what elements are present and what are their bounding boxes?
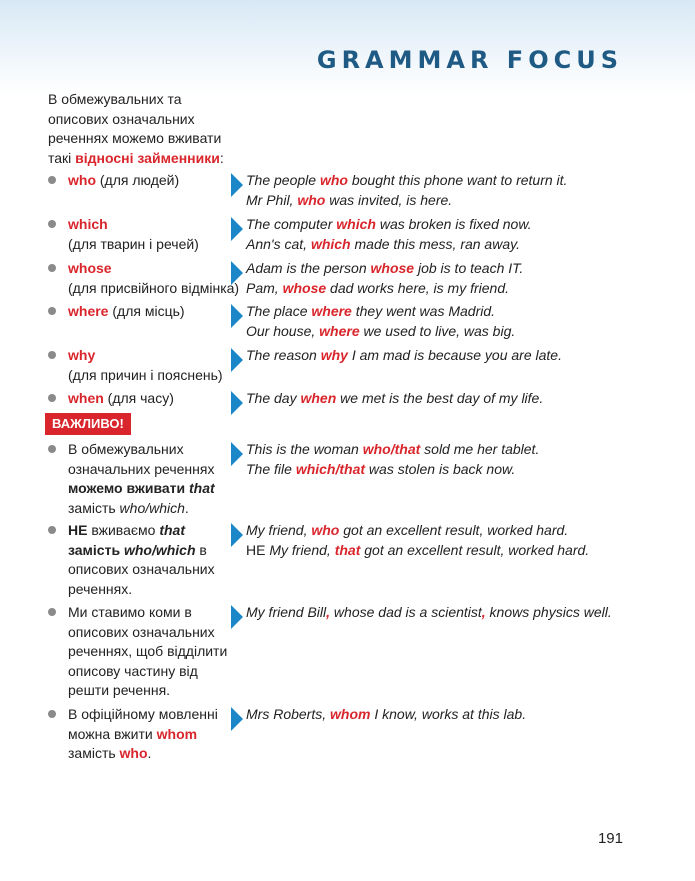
arrow-icon: [231, 348, 243, 372]
example-line: [246, 322, 686, 342]
rule-examples: [246, 440, 686, 479]
example-highlight: which: [336, 216, 376, 232]
rule-bold-italic: that: [159, 522, 185, 538]
bullet-icon: [48, 351, 56, 359]
rule-bold: НЕ: [68, 522, 88, 538]
example-line: [246, 541, 686, 561]
pronoun-examples: [246, 389, 686, 409]
arrow-icon: [231, 173, 243, 197]
example-text: Mr Phil,: [246, 191, 298, 208]
rule-italic: who/which: [119, 499, 185, 516]
rule-bold: замість: [68, 541, 124, 558]
example-highlight: whose: [282, 279, 327, 296]
rule-bold-italic: that: [189, 480, 215, 496]
intro-line: В обмежувальних та: [48, 91, 182, 107]
pronoun-label: [68, 171, 240, 191]
negation-marker: НЕ: [246, 541, 270, 558]
pronoun-label: [68, 215, 240, 254]
example-text: The computer: [246, 216, 337, 232]
rule-line: [68, 479, 240, 499]
rule-span: замість: [68, 499, 120, 516]
rule-line: [68, 541, 240, 561]
arrow-icon: [231, 442, 243, 466]
rule-text: [68, 705, 240, 764]
example-line: [246, 440, 686, 460]
example-line: [246, 259, 686, 279]
example-text: The people: [246, 172, 320, 188]
example-line: [246, 389, 686, 409]
example-text: made this mess, ran away.: [350, 235, 520, 252]
pronoun-note: (для місць): [108, 303, 185, 319]
example-text: This is the woman: [246, 441, 363, 457]
rule-line: реченнях, щоб відділити: [68, 643, 228, 659]
example-line: [246, 279, 686, 299]
example-text: Our house,: [246, 322, 320, 339]
arrow-icon: [231, 605, 243, 629]
bullet-icon: [48, 710, 56, 718]
rule-line: [68, 521, 240, 541]
example-comma: ,: [481, 604, 486, 620]
example-highlight: who: [319, 172, 348, 188]
example-text: Adam is the person: [246, 260, 371, 276]
rule-line: описових означальних: [68, 623, 215, 640]
example-line: [246, 215, 686, 235]
rule-examples: [246, 603, 686, 623]
rule-line: описову частину від: [68, 662, 198, 679]
pronoun-word: whose: [68, 260, 112, 276]
example-text: got an excellent result, worked hard.: [339, 522, 569, 538]
rule-examples: [246, 705, 686, 725]
pronoun-examples: [246, 346, 686, 366]
example-highlight: why: [320, 347, 348, 363]
example-highlight: whom: [330, 706, 371, 722]
pronoun-note: (для присвійного відмінка): [68, 279, 240, 296]
arrow-icon: [231, 217, 243, 241]
rule-span: .: [184, 499, 189, 516]
pronoun-note: (для причин і пояснень): [68, 366, 223, 383]
example-highlight: who: [311, 522, 340, 538]
example-line: [246, 346, 686, 366]
pronoun-label: [68, 389, 240, 409]
example-highlight: which/that: [295, 460, 366, 477]
pronoun-word: who: [68, 172, 96, 188]
relative-pronouns-highlight: відносні займенники: [75, 149, 220, 166]
example-text: we used to live, was big.: [359, 322, 516, 339]
pronoun-label: [68, 259, 248, 298]
pronoun-word: where: [68, 303, 109, 319]
example-text: bought this phone want to return it.: [347, 172, 568, 188]
example-text: got an excellent result, worked hard.: [360, 541, 590, 558]
example-text: The day: [246, 390, 301, 406]
bullet-icon: [48, 394, 56, 402]
page-number: 191: [597, 830, 623, 847]
intro-line: [48, 149, 238, 169]
rule-span: в: [195, 541, 207, 558]
intro-text: [48, 90, 238, 168]
example-text: Ann's cat,: [246, 235, 311, 252]
example-highlight: when: [300, 390, 337, 406]
bullet-icon: [48, 445, 56, 453]
rule-highlight: whom: [156, 725, 198, 742]
example-text: I know, works at this lab.: [370, 706, 527, 722]
arrow-icon: [231, 523, 243, 547]
example-text: The place: [246, 303, 312, 319]
example-text: they went was Madrid.: [351, 303, 496, 319]
example-highlight: that: [334, 541, 361, 558]
rule-line: [68, 499, 240, 519]
example-line: [246, 460, 686, 480]
arrow-icon: [231, 707, 243, 731]
pronoun-note: (для часу): [103, 390, 174, 406]
example-line: [246, 603, 686, 623]
rule-span: вживаємо: [87, 522, 160, 538]
bullet-icon: [48, 526, 56, 534]
rule-span: замість: [68, 745, 120, 761]
pronoun-word: why: [68, 347, 96, 363]
intro-line: описових означальних: [48, 110, 195, 127]
example-text: Pam,: [246, 279, 283, 296]
example-highlight: where: [319, 322, 360, 339]
example-highlight: who/that: [362, 441, 421, 457]
important-badge: ВАЖЛИВО!: [45, 413, 131, 435]
rule-line: [68, 744, 240, 764]
example-highlight: who: [297, 191, 326, 208]
example-line: [246, 705, 686, 725]
bullet-icon: [48, 608, 56, 616]
rule-line: реченнях.: [68, 580, 133, 597]
example-line: [246, 521, 686, 541]
example-text: sold me her tablet.: [420, 441, 540, 457]
pronoun-word: when: [68, 390, 104, 406]
rule-line: В обмежувальних: [68, 441, 184, 457]
rule-text: [68, 440, 240, 518]
example-text: was broken is fixed now.: [375, 216, 532, 232]
page-title: GRAMMAR FOCUS: [316, 46, 623, 74]
arrow-icon: [231, 261, 243, 285]
rule-line: описових означальних: [68, 561, 215, 577]
intro-text-span: :: [219, 149, 224, 166]
example-text: My friend Bill: [246, 604, 327, 620]
pronoun-label: [68, 302, 240, 322]
rule-bold: можемо вживати: [68, 480, 190, 496]
pronoun-examples: [246, 259, 686, 298]
example-text: was stolen is back now.: [365, 460, 516, 477]
example-text: we met is the best day of my life.: [336, 390, 544, 406]
intro-line: реченнях можемо вживати: [48, 130, 222, 146]
pronoun-examples: [246, 171, 686, 210]
example-line: [246, 171, 686, 191]
rule-line: решти речення.: [68, 682, 171, 698]
example-text: The file: [246, 460, 296, 477]
arrow-icon: [231, 304, 243, 328]
example-text: dad works here, is my friend.: [326, 279, 510, 296]
rule-examples: [246, 521, 686, 560]
rule-text: [68, 603, 240, 701]
pronoun-note: (для людей): [96, 172, 180, 188]
arrow-icon: [231, 391, 243, 415]
pronoun-examples: [246, 302, 686, 341]
example-text: The reason: [246, 347, 321, 363]
rule-line: [68, 725, 240, 745]
example-text: knows physics well.: [485, 604, 612, 620]
example-line: [246, 302, 686, 322]
example-highlight: whose: [370, 260, 415, 276]
example-text: was invited, is here.: [325, 191, 453, 208]
pronoun-note: (для тварин і речей): [68, 235, 199, 252]
example-text: whose dad is a scientist: [330, 604, 482, 620]
example-highlight: which: [310, 235, 351, 252]
rule-line: означальних реченнях: [68, 460, 215, 477]
example-text: I am mad is because you are late.: [347, 347, 562, 363]
example-comma: ,: [326, 604, 331, 620]
rule-line: Ми ставимо коми в: [68, 604, 192, 620]
example-text: My friend,: [246, 522, 312, 538]
example-text: Mrs Roberts,: [246, 706, 331, 722]
rule-span: .: [147, 745, 152, 761]
bullet-icon: [48, 307, 56, 315]
bullet-icon: [48, 176, 56, 184]
rule-bold-italic: who/which: [123, 541, 196, 558]
bullet-icon: [48, 220, 56, 228]
pronoun-label: [68, 346, 248, 385]
bullet-icon: [48, 264, 56, 272]
rule-line: В офіційному мовленні: [68, 706, 218, 722]
rule-highlight: who: [119, 745, 148, 761]
example-text: job is to teach IT.: [414, 260, 524, 276]
pronoun-word: which: [68, 216, 108, 232]
example-line: [246, 235, 686, 255]
example-line: [246, 191, 686, 211]
example-highlight: where: [311, 303, 352, 319]
rule-span: можна вжити: [68, 725, 157, 742]
example-text: My friend,: [269, 541, 335, 558]
intro-text-span: такі: [48, 149, 76, 166]
rule-text: [68, 521, 240, 599]
pronoun-examples: [246, 215, 686, 254]
